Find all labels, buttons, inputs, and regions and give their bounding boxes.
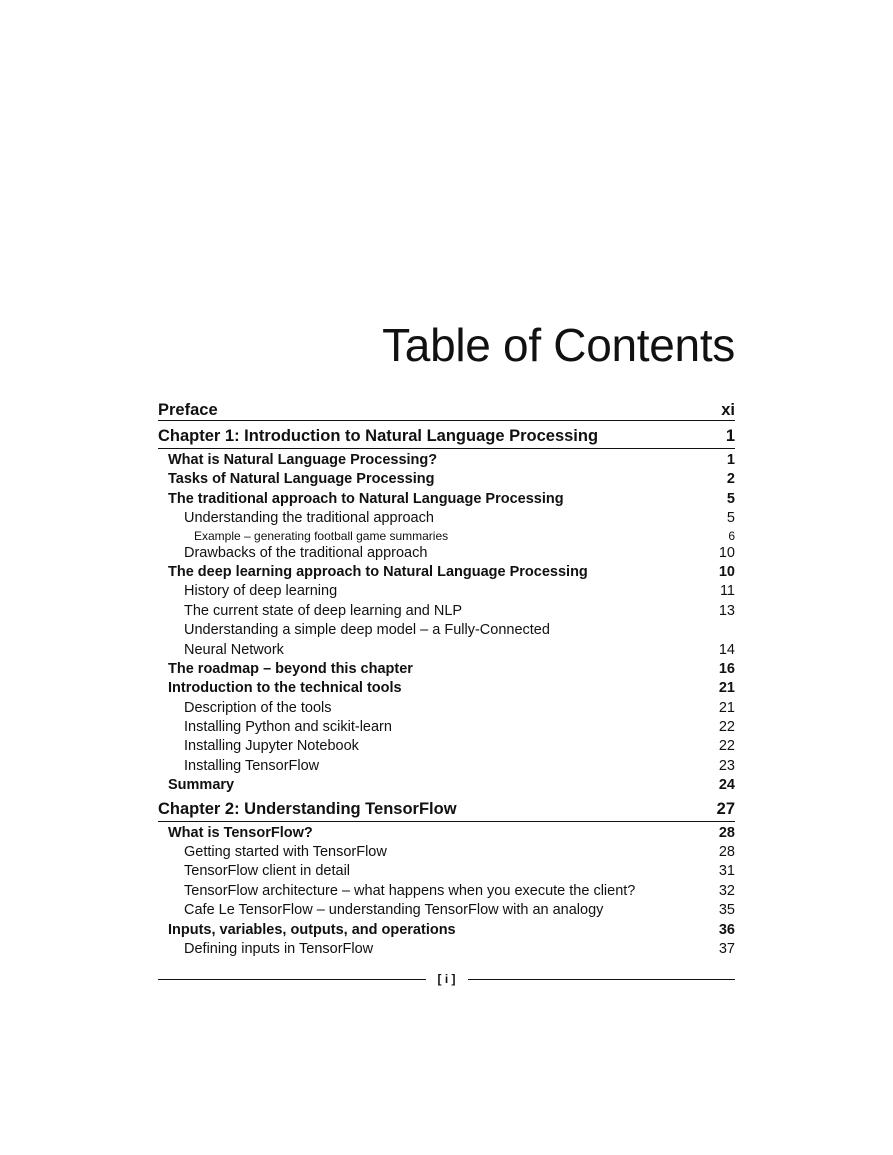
toc-entry-label: What is TensorFlow? — [168, 824, 313, 841]
toc-entry-label: Installing Jupyter Notebook — [184, 738, 359, 755]
toc-entry-page: 14 — [718, 641, 735, 658]
toc-section[interactable] — [158, 679, 735, 698]
toc-section[interactable] — [158, 776, 735, 795]
toc-entry-label: What is Natural Language Processing? — [168, 452, 438, 468]
toc-section[interactable] — [158, 660, 735, 679]
toc-entry-page: 16 — [718, 660, 735, 677]
toc-entry-label: Introduction to the technical tools — [168, 680, 402, 697]
toc-section[interactable] — [158, 563, 735, 582]
toc-entry-page: 22 — [718, 738, 735, 755]
toc-entry-page: 28 — [718, 844, 735, 861]
toc-entry-page: 1 — [726, 452, 735, 468]
page-title: Table of Contents — [382, 319, 735, 371]
toc-subsection[interactable] — [158, 843, 735, 862]
toc-entry-label: Preface — [158, 401, 218, 419]
toc-entry-page: 5 — [726, 510, 735, 527]
toc-entry-label: TensorFlow client in detail — [184, 863, 351, 880]
table-of-contents — [158, 400, 735, 959]
toc-entry-page: 28 — [718, 824, 735, 841]
toc-entry-page: 37 — [718, 940, 735, 957]
toc-entry-page: 23 — [718, 757, 735, 774]
toc-entry-preface[interactable] — [158, 400, 735, 421]
toc-entry-label: Installing Python and scikit-learn — [184, 719, 392, 736]
toc-entry-label-continued: Neural Network — [184, 641, 284, 658]
toc-entry-label: Cafe Le TensorFlow – understanding TensorFlow with an analogy — [184, 902, 604, 919]
toc-entry-label: Defining inputs in TensorFlow — [184, 940, 374, 957]
toc-entry-page: 10 — [718, 544, 735, 561]
toc-entry-label: Understanding the traditional approach — [184, 510, 434, 527]
toc-chapter-1[interactable] — [158, 426, 735, 449]
toc-entry-label: Installing TensorFlow — [184, 757, 320, 774]
toc-entry-label: Example – generating football game summaries — [194, 528, 449, 543]
toc-subsection[interactable] — [158, 509, 735, 528]
toc-entry-label: Drawbacks of the traditional approach — [184, 544, 428, 561]
toc-entry-label: Inputs, variables, outputs, and operations — [168, 921, 456, 938]
toc-entry-page: 22 — [718, 719, 735, 736]
toc-subsection[interactable] — [158, 718, 735, 737]
toc-entry-page: 27 — [716, 799, 735, 818]
toc-entry-label: Summary — [168, 777, 235, 794]
toc-subsection[interactable] — [158, 737, 735, 756]
toc-entry-label: TensorFlow architecture – what happens when you execute the client? — [184, 882, 636, 899]
toc-entry-page: 1 — [725, 427, 735, 445]
toc-entry-label: Getting started with TensorFlow — [184, 844, 387, 861]
toc-subsection[interactable] — [158, 602, 735, 621]
toc-entry-label: The deep learning approach to Natural Language Processing — [168, 563, 588, 580]
toc-entry-page: 6 — [728, 528, 735, 543]
toc-entry-label: Understanding a simple deep model – a Fully-Connected — [184, 622, 550, 639]
toc-entry-label: Description of the tools — [184, 699, 332, 716]
toc-subsection[interactable] — [158, 544, 735, 563]
toc-section[interactable] — [158, 490, 735, 509]
toc-entry-page: 32 — [718, 882, 735, 899]
toc-entry-label: The roadmap – beyond this chapter — [168, 660, 413, 677]
toc-section[interactable] — [158, 470, 735, 489]
toc-entry-page: 36 — [718, 921, 735, 938]
toc-subsection[interactable] — [158, 901, 735, 920]
toc-subsection[interactable] — [158, 940, 735, 959]
toc-entry-page: 21 — [718, 680, 735, 697]
page-number: [ i ] — [437, 972, 456, 986]
toc-section[interactable] — [158, 921, 735, 940]
footer-rule-left — [158, 979, 426, 980]
toc-subsection[interactable] — [158, 882, 735, 901]
toc-entry-page: 31 — [718, 863, 735, 880]
toc-section[interactable] — [158, 451, 735, 470]
toc-entry-page: 11 — [719, 583, 735, 600]
toc-entry-page: 2 — [726, 471, 735, 488]
toc-entry-page: 35 — [718, 902, 735, 919]
toc-subsection-continued[interactable] — [158, 641, 735, 660]
toc-entry-page: 10 — [718, 563, 735, 580]
toc-entry-page: 5 — [726, 490, 735, 507]
page-footer — [158, 970, 735, 988]
toc-entry-label: The current state of deep learning and NLP — [184, 602, 463, 619]
toc-entry-page: xi — [721, 401, 735, 419]
toc-subsection[interactable] — [158, 862, 735, 881]
footer-rule-right — [468, 979, 736, 980]
toc-subsubsection[interactable] — [158, 529, 735, 544]
toc-section[interactable] — [158, 824, 735, 843]
toc-entry-page: 13 — [718, 602, 735, 619]
toc-entry-label: Tasks of Natural Language Processing — [168, 471, 435, 488]
toc-entry-label: The traditional approach to Natural Language Processing — [168, 490, 564, 507]
toc-entry-label: History of deep learning — [184, 583, 338, 600]
toc-entry-page: 24 — [718, 777, 735, 794]
toc-subsection[interactable] — [158, 757, 735, 776]
toc-subsection[interactable] — [158, 699, 735, 718]
toc-subsection[interactable] — [158, 621, 735, 640]
toc-entry-label: Chapter 2: Understanding TensorFlow — [158, 799, 457, 818]
toc-entry-page: 21 — [718, 699, 735, 716]
toc-subsection[interactable] — [158, 582, 735, 601]
toc-chapter-2[interactable] — [158, 799, 735, 822]
toc-entry-label: Chapter 1: Introduction to Natural Language Processing — [158, 427, 599, 445]
